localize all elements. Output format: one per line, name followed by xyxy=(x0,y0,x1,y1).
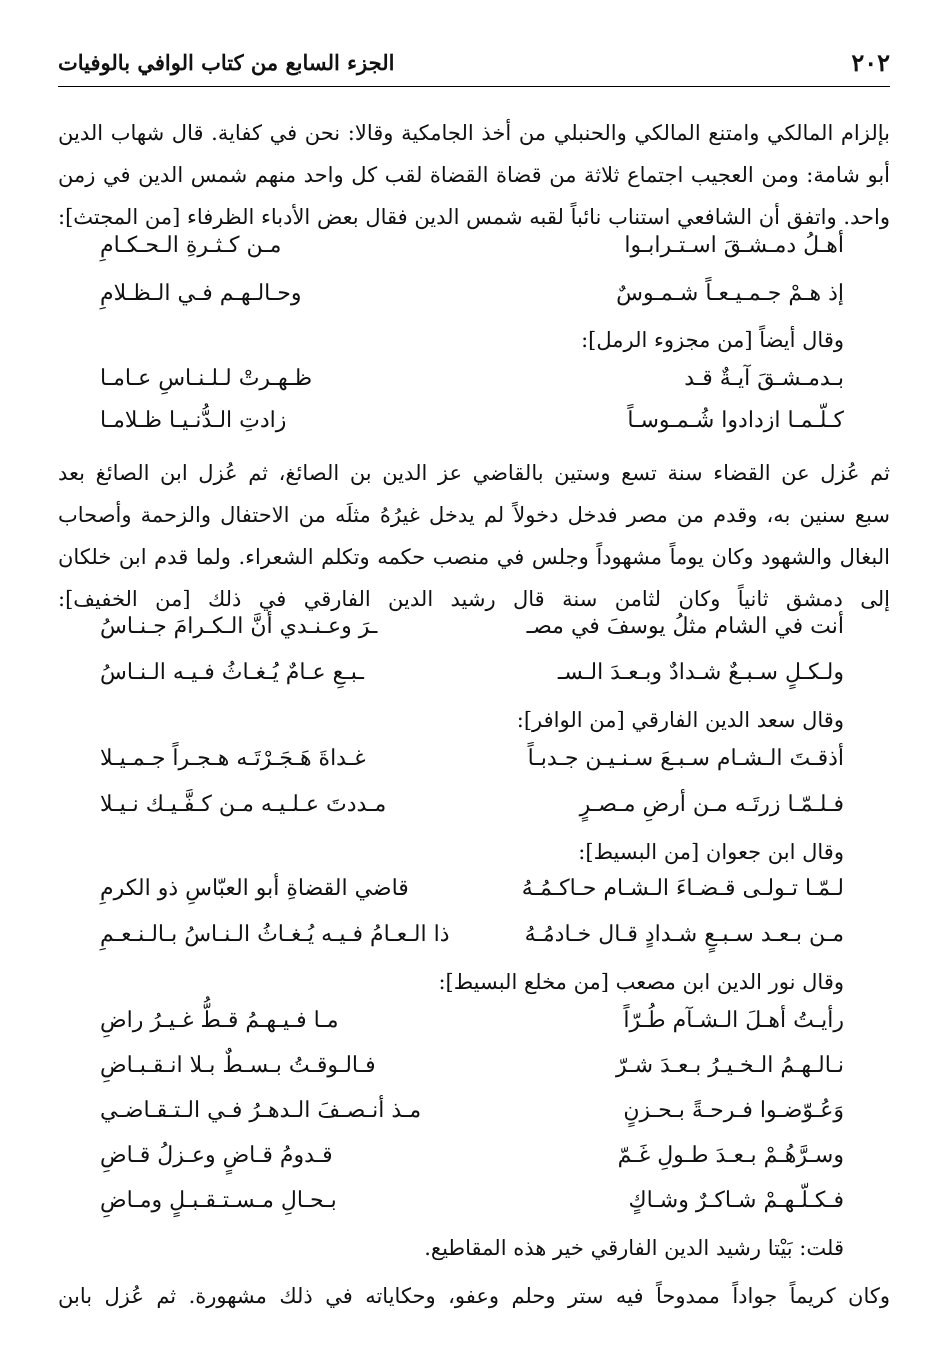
author-note: قلت: بَيْتا رشيد الدين الفارقي خير هذه المقاطيع. xyxy=(424,1236,844,1260)
verse-line xyxy=(100,792,844,836)
verse-line xyxy=(100,1098,844,1142)
hemistich-second: زادتِ الـدُّنـيـا ظـلامـا xyxy=(100,408,287,433)
hemistich-first: نـالـهـمُ الـخـيـرُ بـعـدَ شـرّ xyxy=(616,1053,844,1078)
page-number: ٢٠٢ xyxy=(851,48,890,77)
verse-line xyxy=(100,614,844,658)
hemistich-first: لـمّـا تـولـى قـضـاءَ الـشـام حـاكـمُـهُ xyxy=(521,876,844,901)
verse-line xyxy=(100,408,844,452)
running-title: الجزء السابع من كتاب الوافي بالوفيات xyxy=(58,50,395,75)
hemistich-first: أنت في الشام مثلُ يوسفَ في مصـ xyxy=(526,614,844,639)
hemistich-first: أذقـتَ الـشـام سـبـعَ سـنـيـن جـدبـاً xyxy=(527,746,844,771)
hemistich-first: أهـلُ دمـشـقَ اسـتـرابـوا xyxy=(624,233,844,258)
hemistich-second: مـا فـيـهـمُ قـطُّ غـيـرُ راضِ xyxy=(100,1008,339,1033)
verse-line xyxy=(100,281,844,325)
hemistich-second: ـرَ وعـنـدي أنَّ الـكـرامَ جـنـاسُ xyxy=(100,614,378,639)
verse-line xyxy=(100,233,844,277)
verse-line xyxy=(100,1143,844,1187)
paragraph-1 xyxy=(58,112,890,238)
hemistich-first: مـن بـعـد سـبـعٍ شـدادٍ قـال خـادمُـهُ xyxy=(524,922,844,947)
hemistich-second: ذا الـعـامُ فـيـه يُـغـاثُ الـنـاسُ بـالـنـعـمِ xyxy=(100,922,450,947)
hemistich-second: ـبـعِ عـامٌ يُـغـاثُ فـيـه الـنـاسُ xyxy=(100,660,364,685)
poem-intro: وقال ابن جعوان [من البسيط]: xyxy=(578,840,844,864)
hemistich-second: فـالـوقـتُ بـسـطٌ بـلا انـقـبـاضِ xyxy=(100,1053,376,1078)
hemistich-second: مـن كـثـرةِ الـحـكـامِ xyxy=(100,233,282,258)
verse-line xyxy=(100,660,844,704)
hemistich-first: فـكـلّـهـمْ شـاكـرٌ وشـاكٍ xyxy=(628,1188,844,1213)
hemistich-first: وَعُـوّضـوا فـرحـةً بـحـزنٍ xyxy=(623,1098,844,1123)
text-line: بإلزام المالكي وامتنع المالكي والحنبلي من أخذ الجامكية وقالا: نحن في كفاية. قال شهاب الدين xyxy=(58,121,890,145)
hemistich-first: بـدمـشـقَ آيـةٌ قـد xyxy=(684,366,844,391)
verse-line xyxy=(100,922,844,966)
verse-line xyxy=(100,366,844,410)
hemistich-first: ولـكـلٍ سـبـعٌ شـدادٌ وبـعـدَ الـسـ xyxy=(557,660,844,685)
verse-line xyxy=(100,1053,844,1097)
page-header xyxy=(58,42,890,87)
hemistich-first: كـلّـمـا ازدادوا شُـمـوسـاً xyxy=(627,408,844,433)
hemistich-second: قاضي القضاةِ أبو العبّاسِ ذو الكرمِ xyxy=(100,876,409,901)
paragraph-2 xyxy=(58,452,890,620)
hemistich-second: بـحـالِ مـسـتـقـبـلٍ ومـاضِ xyxy=(100,1188,337,1213)
text-line: ثم عُزل عن القضاء سنة تسع وستين بالقاضي عز الدين بن الصائغ، ثم عُزل ابن الصائغ بعد xyxy=(58,461,890,485)
verse-line xyxy=(100,746,844,790)
text-line: واحد. واتفق أن الشافعي استناب نائباً لقبه شمس الدين فقال بعض الأدباء الظرفاء [من المجتث]: xyxy=(58,205,890,229)
verse-line xyxy=(100,1008,844,1052)
hemistich-second: وحـالـهـم فـي الـظـلامِ xyxy=(100,281,302,306)
hemistich-second: مـذ أنـصـفَ الـدهـرُ فـي الـتـقـاضـي xyxy=(100,1098,422,1123)
hemistich-first: إذ هـمْ جـمـيـعـاً شـمـوسٌ xyxy=(616,281,844,306)
text-line: أبو شامة: ومن العجيب اجتماع ثلاثة من قضاة القضاة لقب كل واحد منهم شمس الدين في زمن xyxy=(58,163,890,187)
text-line: وكان كريماً جواداً ممدوحاً فيه ستر وحلم وعفو، وحكاياته في ذلك مشهورة. ثم عُزل بابن xyxy=(58,1284,890,1308)
verse-line xyxy=(100,876,844,920)
text-line: إلى دمشق ثانياً وكان لثامن سنة قال رشيد الدين الفارقي في ذلك [من الخفيف]: xyxy=(58,587,890,611)
poem-intro: وقال نور الدين ابن مصعب [من مخلع البسيط]: xyxy=(438,970,844,994)
poem-intro: وقال أيضاً [من مجزوء الرمل]: xyxy=(581,328,844,352)
hemistich-second: مـددتَ عـلـيـه مـن كـفَّـيـك نـيـلا xyxy=(100,792,387,817)
text-line: البغال والشهود وكان يوماً مشهوداً وجلس في منصب حكمه وتكلم الشعراء. ولما قدم ابن خلكان xyxy=(58,545,890,569)
verse-line xyxy=(100,1188,844,1232)
poem-intro: وقال سعد الدين الفارقي [من الوافر]: xyxy=(516,708,844,732)
hemistich-second: ظـهـرتْ لـلـنـاسِ عـامـا xyxy=(100,366,313,391)
hemistich-first: فـلـمّـا زرتَـه مـن أرضِ مـصـرٍ xyxy=(579,792,844,817)
hemistich-second: غـداةَ هَـجَـرْتَـه هـجـراً جـمـيـلا xyxy=(100,746,366,771)
hemistich-first: رأيـتُ أهـلَ الـشـآم طُـرّاً xyxy=(623,1008,844,1033)
paragraph-3 xyxy=(58,1275,890,1317)
text-line: سبع سنين به، وقدم من مصر فدخل دخولاً لم يدخل غيرُهُ مثلَه من الاحتفال والزحمة وأصحاب xyxy=(58,503,890,527)
hemistich-first: وسـرَّهُـمْ بـعـدَ طـولِ غَـمّ xyxy=(617,1143,844,1168)
hemistich-second: قـدومُ قـاضٍ وعـزلُ قـاضِ xyxy=(100,1143,333,1168)
